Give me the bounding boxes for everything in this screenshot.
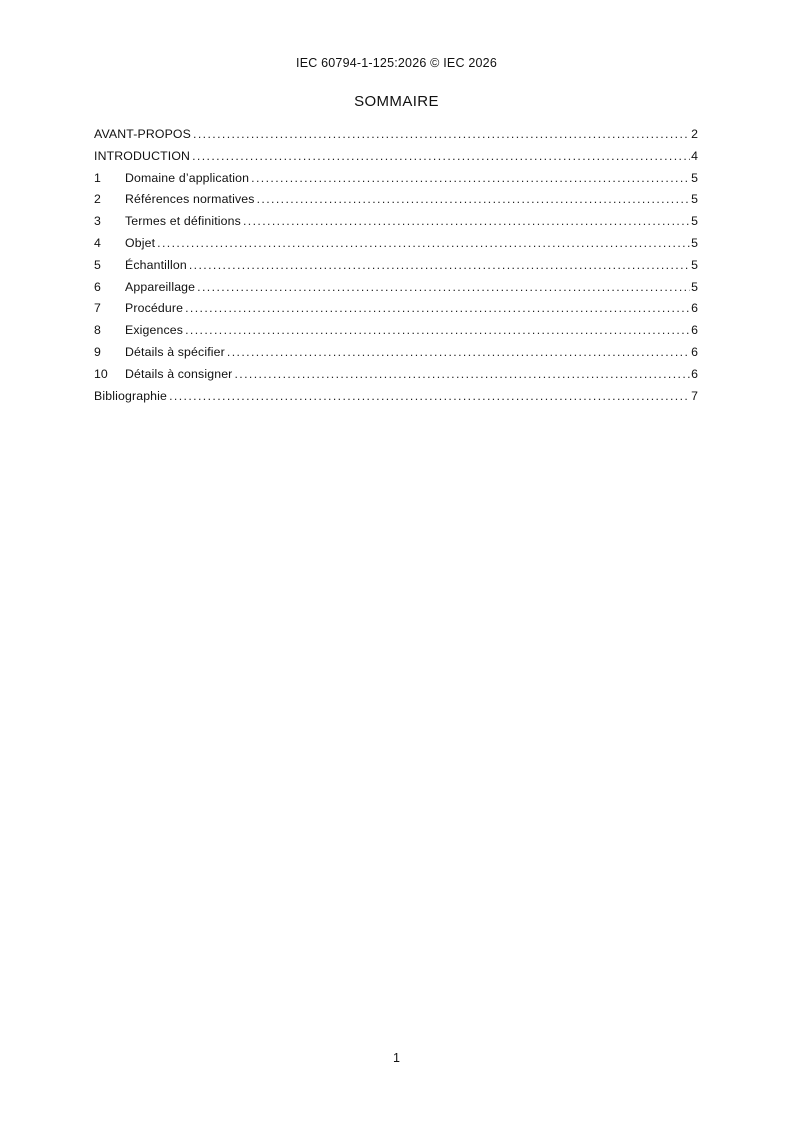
dot-leader — [243, 211, 690, 233]
toc-entry-number: 8 — [94, 323, 101, 338]
dot-leader — [189, 255, 690, 277]
toc-entry-label: Domaine d’application — [125, 170, 250, 185]
toc-entry-label: AVANT-PROPOS — [94, 127, 192, 141]
toc-entry-page: 5 — [691, 279, 698, 294]
toc-entry-label: Procédure — [125, 301, 184, 316]
dot-leader — [234, 364, 690, 386]
table-of-contents — [94, 124, 698, 407]
toc-entry-procedure[interactable] — [94, 298, 698, 320]
toc-entry-label: Exigences — [125, 323, 184, 338]
toc-entry-page: 6 — [691, 301, 698, 316]
toc-entry-number: 5 — [94, 257, 101, 272]
dot-leader — [185, 320, 690, 342]
toc-entry-page: 5 — [691, 214, 698, 229]
toc-entry-exigences[interactable] — [94, 320, 698, 342]
toc-entry-avant-propos[interactable] — [94, 124, 698, 146]
toc-entry-appareillage[interactable] — [94, 277, 698, 299]
toc-entry-number: 4 — [94, 235, 101, 250]
toc-entry-domaine[interactable] — [94, 168, 698, 190]
toc-entry-page: 4 — [691, 148, 698, 163]
toc-entry-page: 6 — [691, 323, 698, 338]
toc-entry-page: 2 — [691, 127, 698, 141]
toc-entry-label: Détails à spécifier — [125, 344, 225, 359]
toc-entry-references[interactable] — [94, 189, 698, 211]
toc-entry-label: Appareillage — [125, 279, 196, 294]
dot-leader — [227, 342, 690, 364]
toc-entry-page: 5 — [691, 170, 698, 185]
toc-entry-page: 6 — [691, 344, 698, 359]
toc-entry-label: Échantillon — [125, 257, 187, 272]
toc-entry-label: INTRODUCTION — [94, 148, 191, 163]
toc-title: SOMMAIRE — [354, 93, 439, 110]
page-number: 1 — [393, 1051, 400, 1065]
dot-leader — [185, 298, 690, 320]
toc-entry-termes[interactable] — [94, 211, 698, 233]
toc-entry-label: Références normatives — [125, 192, 255, 207]
dot-leader — [257, 189, 690, 211]
toc-entry-number: 9 — [94, 344, 101, 359]
toc-entry-number: 1 — [94, 170, 101, 185]
toc-entry-label: Bibliographie — [94, 388, 168, 403]
toc-entry-details-consigner[interactable] — [94, 364, 698, 386]
toc-entry-page: 5 — [691, 235, 698, 250]
toc-entry-page: 6 — [691, 366, 698, 381]
toc-entry-echantillon[interactable] — [94, 255, 698, 277]
toc-entry-page: 5 — [691, 192, 698, 207]
toc-entry-details-specifier[interactable] — [94, 342, 698, 364]
toc-entry-number: 10 — [94, 366, 108, 381]
toc-entry-label: Termes et définitions — [125, 214, 241, 229]
dot-leader — [157, 233, 690, 255]
toc-entry-number: 7 — [94, 301, 101, 316]
toc-entry-label: Détails à consigner — [125, 366, 233, 381]
dot-leader — [251, 168, 690, 190]
toc-entry-objet[interactable] — [94, 233, 698, 255]
dot-leader — [197, 277, 690, 299]
toc-entry-label: Objet — [125, 235, 156, 250]
toc-entry-number: 2 — [94, 192, 101, 207]
dot-leader — [193, 124, 690, 146]
dot-leader — [169, 386, 690, 408]
document-header: IEC 60794-1-125:2026 © IEC 2026 — [296, 56, 497, 70]
toc-entry-number: 3 — [94, 214, 101, 229]
dot-leader — [192, 146, 690, 168]
toc-entry-number: 6 — [94, 279, 101, 294]
toc-entry-page: 5 — [691, 257, 698, 272]
toc-entry-page: 7 — [691, 388, 698, 403]
toc-entry-introduction[interactable] — [94, 146, 698, 168]
toc-entry-bibliographie[interactable] — [94, 386, 698, 408]
